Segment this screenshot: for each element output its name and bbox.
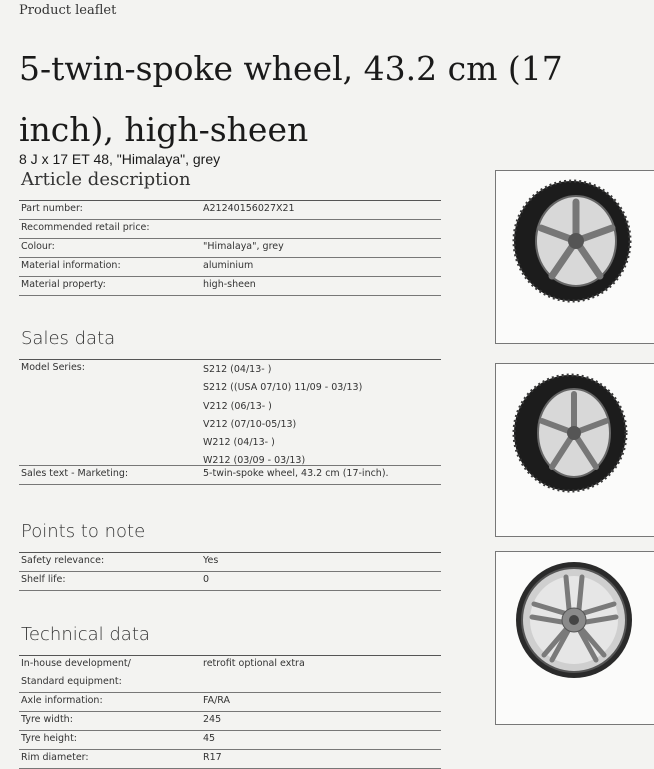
model-series-item: V212 (07/10-05/13) [203, 418, 297, 430]
row-label: Sales text - Marketing: [21, 468, 129, 479]
leaflet-label: Product leaflet [19, 3, 117, 18]
product-image-frame [495, 363, 654, 537]
row-value: 5-twin-spoke wheel, 43.2 cm (17-inch). [203, 468, 389, 479]
row-value: R17 [203, 752, 222, 763]
table-row [19, 239, 441, 258]
model-series-item: S212 (04/13- ) [203, 364, 272, 375]
row-value: 245 [203, 714, 222, 725]
sales-data-table [19, 359, 441, 485]
product-image-frame [495, 170, 654, 344]
table-row [19, 572, 441, 591]
sales-data-heading: Sales data [21, 328, 116, 349]
row-label: Tyre width: [21, 714, 73, 725]
wheel-rim-front-view-image [510, 559, 640, 689]
article-description-heading: Article description [21, 169, 191, 190]
product-image-frame [495, 551, 654, 725]
row-value: aluminium [203, 260, 254, 271]
row-label: Rim diameter: [21, 752, 89, 763]
row-value: A21240156027X21 [203, 203, 295, 214]
row-label: Model Series: [21, 362, 85, 373]
table-row [19, 674, 441, 693]
table-row [19, 220, 441, 239]
table-row [19, 201, 441, 220]
product-subtitle: 8 J x 17 ET 48, "Himalaya", grey [19, 151, 221, 167]
row-label: Part number: [21, 203, 83, 214]
model-series-row [19, 360, 441, 465]
row-label: Material information: [21, 260, 121, 271]
row-value: 0 [203, 574, 210, 585]
table-row [19, 731, 441, 750]
row-value: "Himalaya", grey [203, 241, 284, 252]
wheel-with-tyre-side-view-image [510, 371, 640, 501]
row-label: Colour: [21, 241, 55, 252]
table-row [19, 712, 441, 731]
model-series-list [203, 361, 362, 471]
article-description-table [19, 200, 441, 296]
table-row [19, 258, 441, 277]
model-series-item: V212 (06/13- ) [203, 400, 272, 412]
wheel-with-tyre-angled-view-image [510, 178, 640, 308]
points-to-note-table [19, 552, 441, 591]
row-value: high-sheen [203, 279, 256, 290]
row-value: retrofit optional extra [203, 658, 305, 669]
table-row [19, 693, 441, 712]
model-series-item: S212 ((USA 07/10) 11/09 - 03/13) [203, 382, 363, 394]
row-label: In-house development/ [21, 658, 131, 669]
row-value: Yes [203, 555, 219, 566]
model-series-item: W212 (04/13- ) [203, 437, 275, 449]
technical-data-table [19, 655, 441, 769]
table-row [19, 465, 441, 485]
row-label: Standard equipment: [21, 676, 122, 687]
row-label: Material property: [21, 279, 106, 290]
points-to-note-heading: Points to note [21, 521, 146, 542]
row-label: Shelf life: [21, 574, 66, 585]
table-row [19, 277, 441, 296]
table-row [19, 750, 441, 769]
row-label: Safety relevance: [21, 555, 105, 566]
table-row [19, 553, 441, 572]
row-label: Recommended retail price: [21, 222, 150, 233]
technical-data-heading: Technical data [21, 624, 150, 645]
row-value: 45 [203, 733, 216, 744]
row-label: Tyre height: [21, 733, 77, 744]
row-label: Axle information: [21, 695, 103, 706]
model-series-item: W212 (03/09 - 03/13) [203, 455, 306, 467]
product-title: 5-twin-spoke wheel, 43.2 cm (17 inch), high-sheen [19, 49, 563, 149]
table-row [19, 656, 441, 674]
row-value: FA/RA [203, 695, 231, 706]
